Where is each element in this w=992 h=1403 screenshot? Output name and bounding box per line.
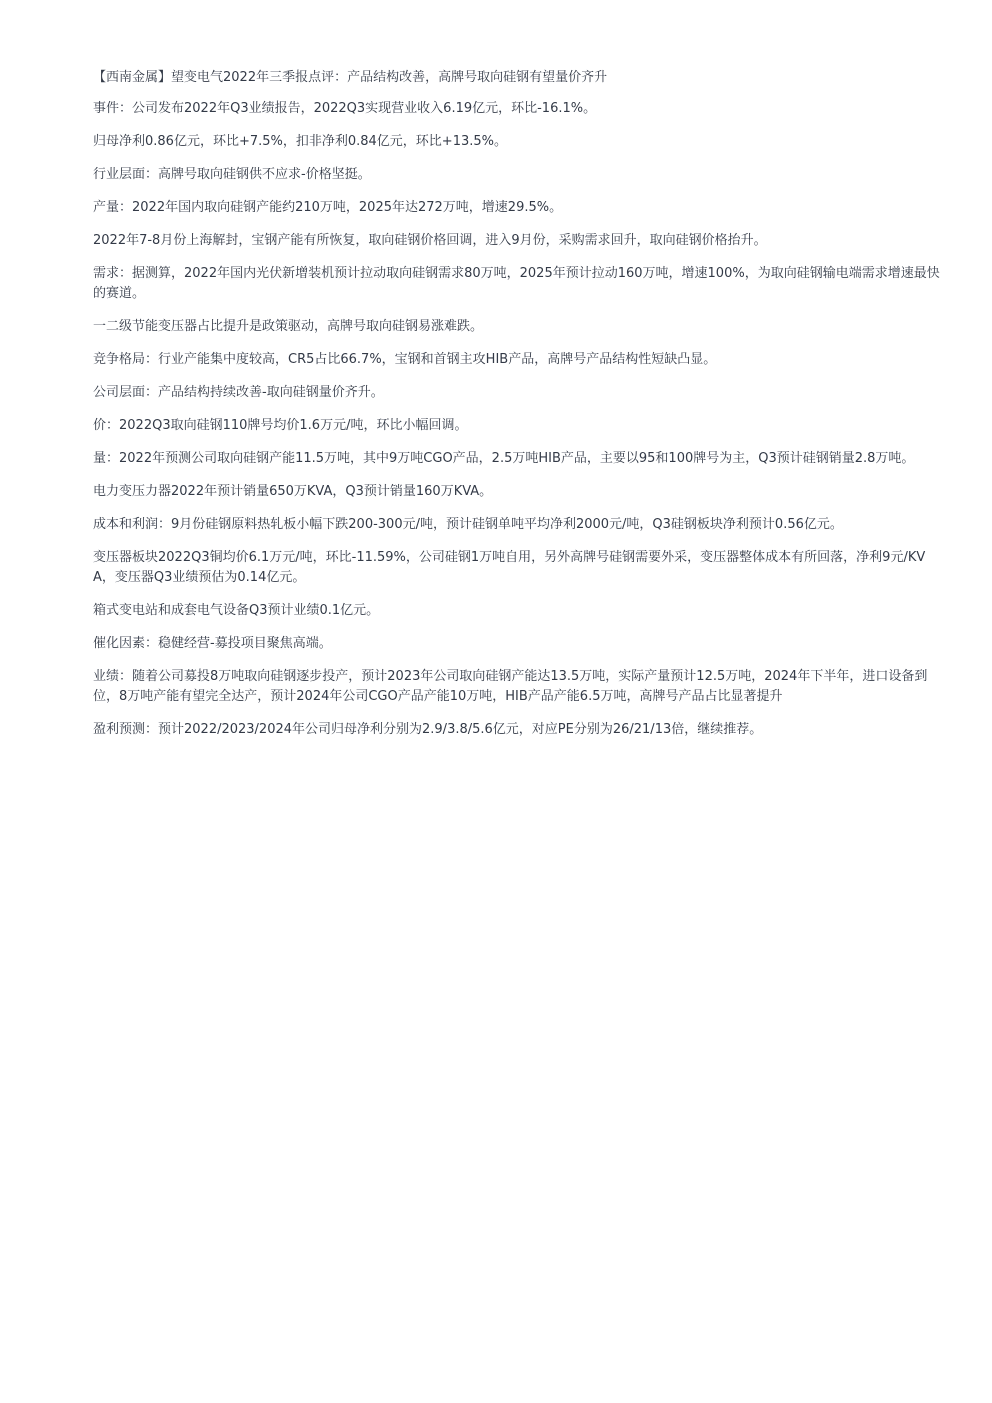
paragraph-price-trend: 2022年7-8月份上海解封，宝钢产能有所恢复，取向硅钢价格回调，进入9月份，采购需求回升，取向硅钢价格抬升。 [93,233,767,248]
paragraph-catalyst-heading: 催化因素：稳健经营-募投项目聚焦高端。 [93,636,332,651]
paragraph-transformer-sales: 电力变压力器2022年预计销量650万KVA，Q3预计销量160万KVA。 [93,484,493,499]
paragraph-competition: 竞争格局：行业产能集中度较高，CR5占比66.7%，宝钢和首钢主攻HIB产品，高牌号产品结构性短缺凸显。 [93,352,717,367]
paragraph-substation: 箱式变电站和成套电气设备Q3预计业绩0.1亿元。 [93,603,380,618]
paragraph-net-profit: 归母净利0.86亿元，环比+7.5%，扣非净利0.84亿元，环比+13.5%。 [93,134,508,149]
paragraph-policy: 一二级节能变压器占比提升是政策驱动，高牌号取向硅钢易涨难跌。 [93,319,484,334]
paragraph-volume: 量：2022年预测公司取向硅钢产能11.5万吨，其中9万吨CGO产品，2.5万吨HIB产品，主要以95和100牌号为主，Q3预计硅钢销量2.8万吨。 [93,451,915,466]
paragraph-price: 价：2022Q3取向硅钢110牌号均价1.6万元/吨，环比小幅回调。 [93,418,468,433]
paragraph-demand: 需求：据测算，2022年国内光伏新增装机预计拉动取向硅钢需求80万吨，2025年预计拉动160万吨，增速100%，为取向硅钢输电端需求增速最快的赛道。 [93,266,940,301]
paragraph-company-heading: 公司层面：产品结构持续改善-取向硅钢量价齐升。 [93,385,384,400]
paragraph-performance: 业绩：随着公司募投8万吨取向硅钢逐步投产，预计2023年公司取向硅钢产能达13.5万吨，实际产量预计12.5万吨，2024年下半年，进口设备到位，8万吨产能有望完全达产，预计2024年公司CGO产品产能10万吨，HIB产品产能6.5万吨，高牌号产品占比显著提升 [93,669,928,704]
paragraph-industry-heading: 行业层面：高牌号取向硅钢供不应求-价格坚挺。 [93,167,371,182]
paragraph-forecast: 盈利预测：预计2022/2023/2024年公司归母净利分别为2.9/3.8/5.6亿元，对应PE分别为26/21/13倍，继续推荐。 [93,722,763,737]
paragraph-output: 产量：2022年国内取向硅钢产能约210万吨，2025年达272万吨，增速29.5%。 [93,200,563,215]
paragraph-cost-profit: 成本和利润：9月份硅钢原料热轧板小幅下跌200-300元/吨，预计硅钢单吨平均净利2000元/吨，Q3硅钢板块净利预计0.56亿元。 [93,517,843,532]
paragraph-event: 事件：公司发布2022年Q3业绩报告，2022Q3实现营业收入6.19亿元，环比-16.1%。 [93,101,597,116]
paragraph-transformer-segment: 变压器板块2022Q3铜均价6.1万元/吨，环比-11.59%，公司硅钢1万吨自用，另外高牌号硅钢需要外采，变压器整体成本有所回落，净利9元/KVA，变压器Q3业绩预估为0.14亿元。 [93,550,926,585]
document-title: 【西南金属】望变电气2022年三季报点评：产品结构改善，高牌号取向硅钢有望量价齐升 [93,70,608,85]
document-body [93,68,943,753]
